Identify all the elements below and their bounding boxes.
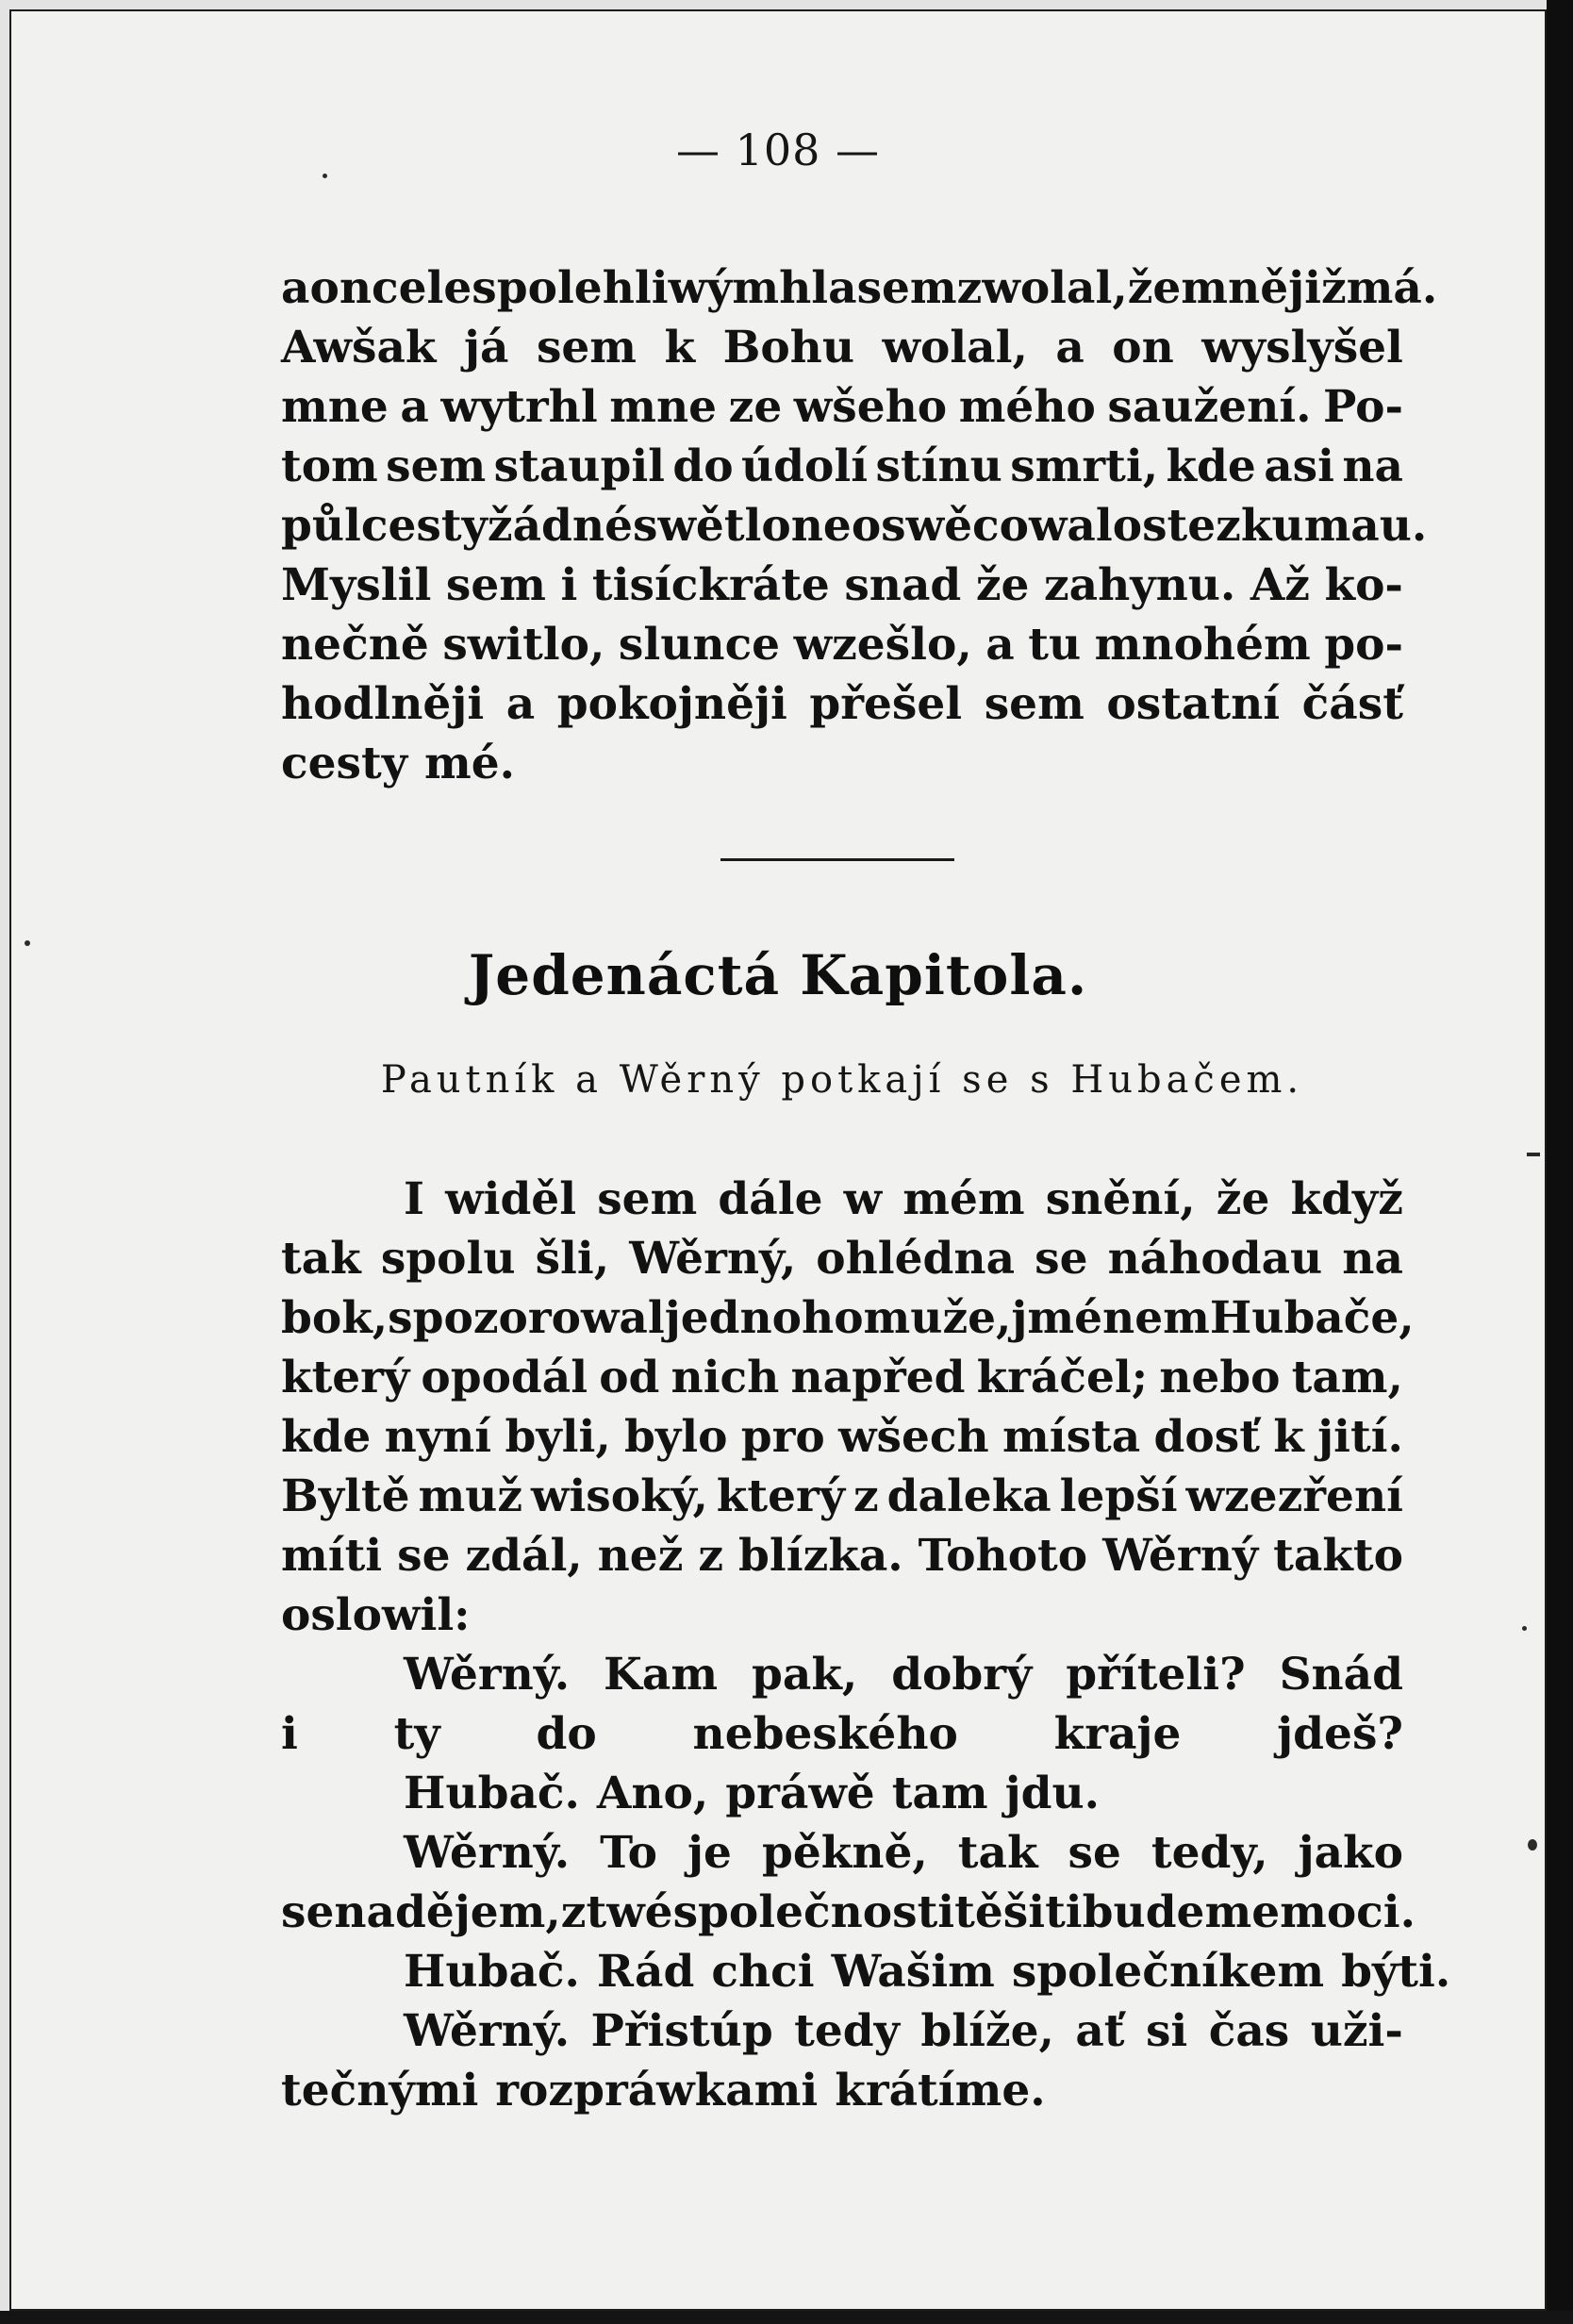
- text-line: se naděјem, z twé společnosti těšiti budeme moci.: [281, 1886, 1416, 1938]
- text-line: oslowil:: [281, 1589, 471, 1641]
- text-line: cesty mé.: [281, 738, 516, 789]
- text-line: I widěl sem dále w mém snění, že když: [404, 1173, 1403, 1225]
- text-line: Hubač. Ano, práwě tam jdu.: [404, 1768, 1101, 1819]
- text-line: nečně switlo, slunce wzešlo, a tu mnohém po-: [281, 619, 1403, 671]
- text-line: a on cele spolehliwým hlasem zwolal, že mně již má.: [281, 262, 1438, 314]
- print-speck: [1527, 1153, 1540, 1156]
- text-line: půl cesty žádné swětlo neoswěcowalo stezku mau.: [281, 500, 1428, 552]
- text-line: Awšak já sem k Bohu wolal, a on wyslyšel: [281, 322, 1403, 374]
- text-line: Wěrný. To je pěkně, tak se tedy, jako: [404, 1827, 1403, 1879]
- text-line: Wěrný. Kam pak, dobrý příteli? Snád: [404, 1649, 1403, 1701]
- text-line: Wěrný. Přistúp tedy blíže, ať si čas uži-: [404, 2005, 1403, 2057]
- book-page: [9, 9, 1547, 2311]
- print-speck: [1522, 1626, 1527, 1631]
- text-line: bok, spozorowal jednoho muže, jménem Hubače,: [281, 1292, 1415, 1344]
- text-line: kde nyní byli, bylo pro wšech místa dosť k jití.: [281, 1411, 1403, 1463]
- scan-edge-right: [1547, 0, 1573, 2324]
- text-line: Myslil sem i tisíckráte snad že zahynu. Až ko-: [281, 559, 1403, 611]
- text-line: míti se zdál, než z blízka. Tohoto Wěrný takto: [281, 1530, 1403, 1582]
- scan-edge-bottom: [0, 2311, 1573, 2324]
- text-line: hodlněji a pokojněji přešel sem ostatní čásť: [281, 678, 1403, 730]
- text-line: který opodál od nich napřed kráčel; nebo tam,: [281, 1352, 1403, 1403]
- text-line: tečnými rozpráwkami krátíme.: [281, 2065, 1046, 2116]
- text-line: Byltě muž wisoký, který z daleka lepší wzezření: [281, 1470, 1403, 1522]
- dialogue: [281, 1645, 1451, 2120]
- text-line: tom sem staupil do údolí stínu smrti, kde asi na: [281, 440, 1403, 492]
- text-line: i ty do nebeského kraje jdeš?: [281, 1708, 1403, 1760]
- page-number: — 108 —: [675, 124, 881, 175]
- print-speck: [323, 174, 327, 178]
- section-divider: [720, 858, 954, 861]
- print-speck: [25, 940, 30, 946]
- top-paragraph: [281, 258, 1438, 793]
- bottom-paragraph: [281, 1170, 1415, 1645]
- chapter-subtitle: Pautník a Wěrný potkají se s Hubačem.: [380, 1058, 1304, 1102]
- text-line: Hubač. Rád chci Wašim společníkem býti.: [404, 1946, 1451, 1998]
- print-speck: [1528, 1839, 1537, 1851]
- text-line: tak spolu šli, Wěrný, ohlédna se náhodau na: [281, 1233, 1403, 1285]
- chapter-title: Jedenáctá Kapitola.: [468, 943, 1088, 1007]
- text-line: mne a wytrhl mne ze wšeho mého saužení. Po-: [281, 381, 1403, 433]
